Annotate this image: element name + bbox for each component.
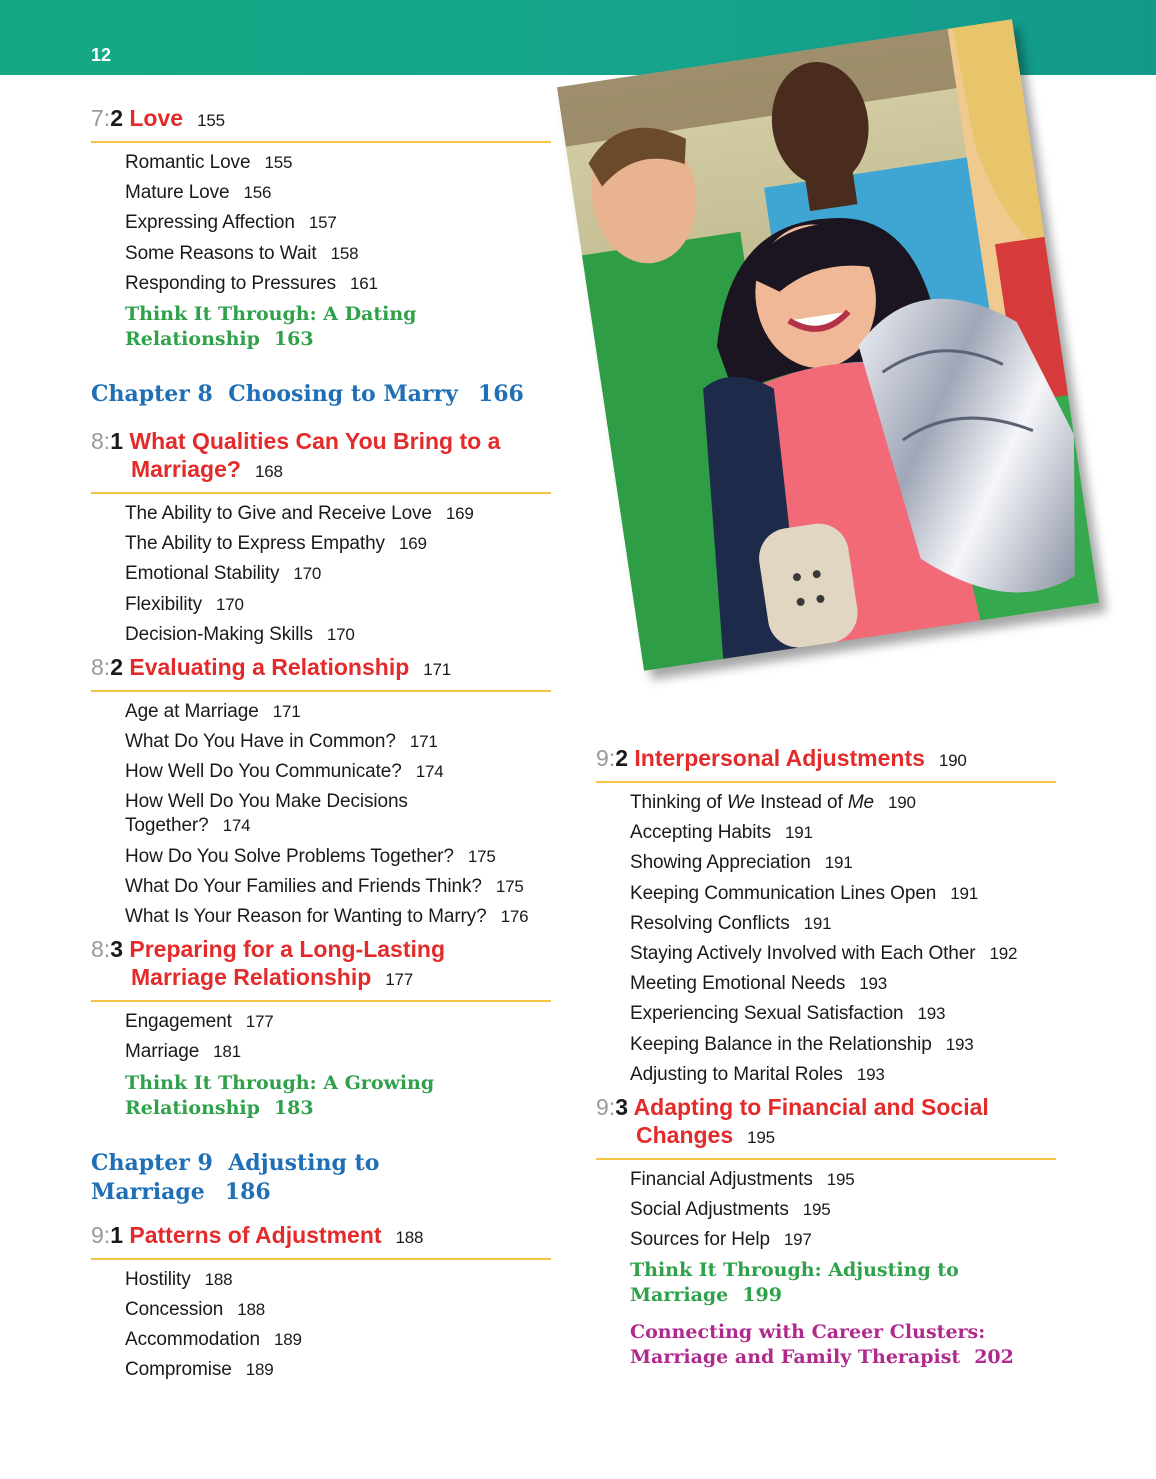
section-9-3-entries	[596, 1168, 1056, 1371]
toc-entry[interactable]: Some Reasons to Wait 158	[125, 242, 359, 264]
section-7-2-heading[interactable]: 7:2 Love 155	[91, 104, 551, 143]
section-9-2-heading[interactable]: 9:2 Interpersonal Adjustments 190	[596, 744, 1056, 783]
toc-entry[interactable]: Keeping Balance in the Relationship 193	[630, 1033, 974, 1055]
students-photo	[557, 19, 1099, 671]
section-8-3-entries	[91, 1010, 551, 1120]
toc-entry[interactable]: The Ability to Express Empathy 169	[125, 533, 427, 555]
toc-entry[interactable]: Adjusting to Marital Roles 193	[630, 1063, 885, 1085]
section-9-2-entries	[596, 791, 1056, 1087]
toc-entry[interactable]: Flexibility 170	[125, 593, 244, 615]
toc-entry[interactable]: Romantic Love 155	[125, 152, 293, 173]
section-7-2-entries	[91, 151, 551, 352]
section-8-2-entries	[91, 700, 551, 929]
career-clusters-link[interactable]: Connecting with Career Clusters: Marriage and Family Therapist 202	[630, 1321, 1014, 1369]
toc-entry[interactable]: What Is Your Reason for Wanting to Marry? 176	[125, 906, 529, 927]
think-it-through-dating[interactable]: Think It Through: A Dating Relationship 163	[125, 302, 417, 350]
section-9-3-heading[interactable]: 9:3 Adapting to Financial and Social Changes 195	[596, 1093, 1056, 1160]
chapter-9-heading[interactable]: Chapter 9 Adjusting to Marriage 186	[91, 1149, 380, 1205]
chapter-8-heading[interactable]: Chapter 8 Choosing to Marry 166	[91, 380, 524, 407]
toc-entry[interactable]: How Well Do You Communicate? 174	[125, 761, 444, 783]
toc-entry[interactable]: Mature Love 156	[125, 182, 272, 204]
toc-entry[interactable]: Marriage 181	[125, 1041, 241, 1063]
toc-entry[interactable]: Resolving Conflicts 191	[630, 912, 832, 934]
section-9-1-heading[interactable]: 9:1 Patterns of Adjustment 188	[91, 1221, 551, 1260]
toc-entry[interactable]: How Well Do You Make Decisions Together? 174	[125, 791, 408, 837]
toc-entry[interactable]: Compromise 189	[125, 1359, 274, 1381]
toc-entry[interactable]: Engagement 177	[125, 1011, 274, 1033]
think-it-through-growing[interactable]: Think It Through: A Growing Relationship 183	[125, 1071, 435, 1119]
section-9-1-entries	[91, 1268, 551, 1383]
toc-entry[interactable]: Emotional Stability 170	[125, 563, 322, 585]
toc-entry[interactable]: Responding to Pressures 161	[125, 272, 378, 294]
toc-entry[interactable]: Keeping Communication Lines Open 191	[630, 882, 979, 904]
toc-entry[interactable]: Social Adjustments 195	[630, 1199, 831, 1221]
toc-entry[interactable]: Decision-Making Skills 170	[125, 623, 355, 645]
toc-entry[interactable]: Experiencing Sexual Satisfaction 193	[630, 1003, 946, 1025]
section-8-3-heading[interactable]: 8:3 Preparing for a Long-Lasting Marriage Relationship 177	[91, 935, 551, 1002]
section-8-2-heading[interactable]: 8:2 Evaluating a Relationship 171	[91, 653, 551, 692]
students-photo-illustration	[557, 19, 1099, 671]
toc-entry[interactable]: Sources for Help 197	[630, 1229, 812, 1251]
toc-entry[interactable]: Meeting Emotional Needs 193	[630, 973, 888, 995]
toc-entry[interactable]: Expressing Affection 157	[125, 212, 337, 234]
right-column	[596, 744, 1056, 1370]
think-it-through-adjusting[interactable]: Think It Through: Adjusting to Marriage 199	[630, 1259, 959, 1307]
toc-entry[interactable]: Financial Adjustments 195	[630, 1168, 855, 1190]
toc-entry[interactable]: Accepting Habits 191	[630, 822, 813, 844]
toc-entry[interactable]: How Do You Solve Problems Together? 175	[125, 845, 496, 867]
toc-entry[interactable]: Hostility 188	[125, 1268, 233, 1290]
toc-entry[interactable]: Age at Marriage 171	[125, 700, 301, 722]
section-8-1-heading[interactable]: 8:1 What Qualities Can You Bring to a Marriage? 168	[91, 427, 551, 494]
toc-entry[interactable]: What Do Your Families and Friends Think? 175	[125, 875, 524, 897]
toc-entry[interactable]: Showing Appreciation 191	[630, 852, 853, 874]
left-column	[91, 104, 551, 1388]
toc-entry[interactable]: Staying Actively Involved with Each Other 192	[630, 942, 1018, 964]
toc-entry[interactable]: Thinking of We Instead of Me 190	[630, 792, 916, 813]
toc-entry[interactable]: Accommodation 189	[125, 1328, 302, 1350]
toc-entry[interactable]: The Ability to Give and Receive Love 169	[125, 502, 474, 524]
page-number: 12	[91, 45, 112, 65]
toc-entry[interactable]: Concession 188	[125, 1298, 266, 1320]
section-8-1-entries	[91, 502, 551, 647]
toc-entry[interactable]: What Do You Have in Common? 171	[125, 731, 438, 753]
